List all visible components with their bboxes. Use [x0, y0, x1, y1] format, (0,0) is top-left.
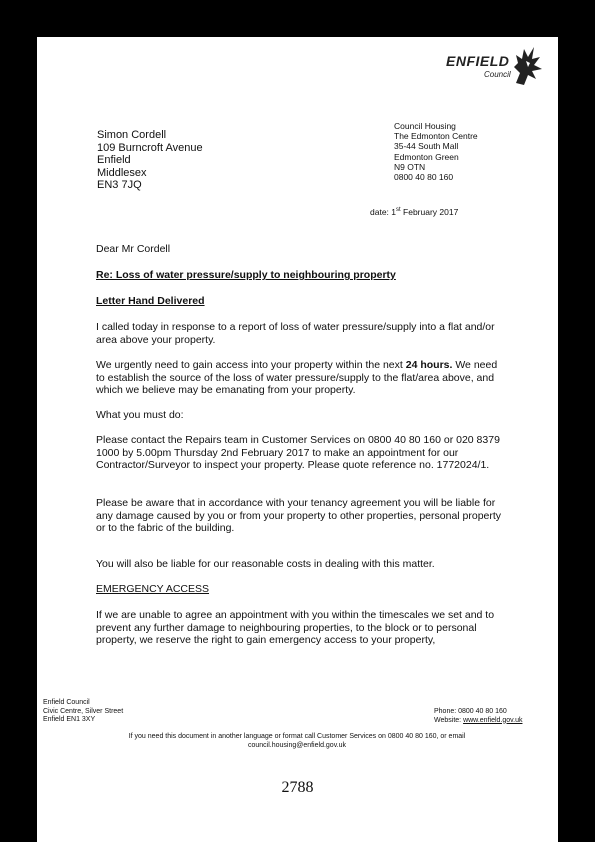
sender-address	[394, 121, 478, 182]
delivery-note: Letter Hand Delivered	[96, 295, 205, 307]
sender-line: 35-44 South Mall	[394, 141, 459, 152]
dragon-crest-icon	[508, 43, 546, 87]
paragraph-liability: Please be aware that in accordance with your tenancy agreement you will be liable for any damage caused by you or from your property to other properties, personal property or to the fabric of the building.	[96, 497, 502, 534]
sender-line: Council Housing	[394, 121, 456, 131]
sender-line: N9 OTN	[394, 161, 426, 172]
recipient-county: Middlesex	[97, 166, 147, 179]
recipient-street: 109 Burncroft Avenue	[97, 141, 203, 154]
enfield-council-logo	[446, 43, 546, 87]
letter-date: date: 1st February 2017	[370, 207, 459, 217]
paragraph-what-to-do: What you must do:	[96, 409, 184, 421]
footer-email: council.housing@enfield.gov.uk	[247, 741, 347, 749]
recipient-address	[97, 129, 203, 192]
footer-website: Website: www.enfield.gov.uk	[434, 716, 523, 724]
paragraph-costs: You will also be liable for our reasonable costs in dealing with this matter.	[96, 558, 435, 570]
paragraph-contact: Please contact the Repairs team in Customer Services on 0800 40 80 160 or 020 8379 1000 by 5.00pm Thursday 2nd February 2017 to make an appointment for our Contractor/Surveyor to inspect your property. Please quote reference no. 1772024/1.	[96, 434, 500, 471]
recipient-postcode: EN3 7JQ	[97, 179, 142, 191]
emergency-access-heading: EMERGENCY ACCESS	[96, 583, 210, 595]
footer-contact	[434, 708, 522, 725]
paragraph-report: I called today in response to a report of loss of water pressure/supply into a flat and/or area above your property.	[96, 321, 495, 346]
page-number: 2788	[281, 779, 314, 796]
paragraph-access: We urgently need to gain access into your property within the next 24 hours. We need to establish the source of the loss of water pressure/supply to the flat/area above, and which we believe may be emanating from your property.	[96, 359, 498, 396]
paragraph-emergency: If we are unable to agree an appointment with you within the timescales we set and to prevent any further damage to neighbouring properties, to the block or to personal property, we reserve the right to gain emergency access to your property,	[96, 609, 495, 646]
recipient-town: Enfield	[97, 154, 131, 166]
footer-council-address: Enfield Council Civic Centre, Silver Street Enfield EN1 3XY	[43, 699, 124, 723]
logo-subtitle: Council	[484, 70, 511, 79]
sender-line: Edmonton Green	[394, 151, 459, 162]
recipient-name: Simon Cordell	[97, 129, 167, 141]
subject-line: Re: Loss of water pressure/supply to neighbouring property	[96, 269, 396, 281]
salutation: Dear Mr Cordell	[96, 243, 171, 255]
footer-phone: Phone: 0800 40 80 160	[434, 708, 507, 715]
website-link[interactable]: www.enfield.gov.uk	[463, 716, 523, 724]
sender-line: The Edmonton Centre	[394, 131, 478, 142]
logo-name: ENFIELD	[446, 53, 510, 69]
footer-accessibility-note: If you need this document in another language or format call Customer Services on 0800 40 80 160, or email council.housing@enfield.gov.uk	[77, 733, 517, 750]
letter-page	[37, 37, 558, 842]
sender-phone: 0800 40 80 160	[394, 172, 454, 183]
